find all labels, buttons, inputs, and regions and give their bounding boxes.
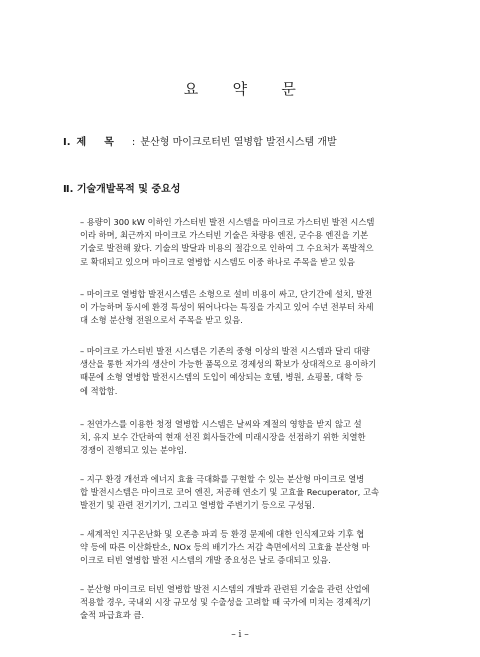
paragraph-line: – 분산형 마이크로 터빈 열병합 발전 시스템의 개발과 관련된 기술을 관련 산업에 <box>80 584 370 594</box>
paragraph-line: 술적 파급효과 큼. <box>80 610 145 621</box>
section-number: Ⅰ. <box>63 137 71 148</box>
paragraph-line: 이크로 터빈 열병합 발전 시스템의 개발 중요성은 날로 증대되고 있음. <box>80 555 331 566</box>
paragraph-line: 약 등에 따른 이산화탄소, NOx 등의 배기가스 저감 측면에서의 고효율 분산형 마 <box>80 542 370 553</box>
paragraph-line: 발전기 및 관련 전기기기, 그리고 열병합 주변기기 등으로 구성됨. <box>80 500 315 511</box>
title-char: 요 <box>183 80 199 98</box>
section-heading: Ⅱ. 기술개발목적 및 중요성 <box>63 184 181 195</box>
paragraph-7 <box>80 583 423 623</box>
paragraph-2 <box>80 288 423 328</box>
paragraph-line: 때문에 소형 열병합 발전시스템의 도입이 예상되는 호텔, 병원, 쇼핑몰, 대학 등 <box>80 372 363 383</box>
title-char: 문 <box>281 80 297 98</box>
paragraph-line: 에 적합함. <box>80 385 118 396</box>
section-title-line <box>63 133 337 148</box>
project-title: 분산형 마이크로터빈 열병합 발전시스템 개발 <box>140 137 337 148</box>
paragraph-line: 이라 하며, 최근까지 마이크로 가스터빈 기술은 차량용 엔진, 군수용 엔진을 기본 <box>80 230 369 241</box>
paragraph-line: 기술로 발전해 왔다. 기술의 발달과 비용의 절감으로 인하여 그 수요처가 폭발적으 <box>80 243 374 254</box>
paragraph-line: – 마이크로 가스터빈 발전 시스템은 기존의 중형 이상의 발전 시스템과 달리 대량 <box>80 346 370 356</box>
paragraph-4 <box>80 418 423 458</box>
paragraph-line: – 천연가스를 이용한 청정 열병합 시스템은 날씨와 계절의 영향을 받지 않고 설 <box>80 419 362 429</box>
title-char: 약 <box>232 80 248 98</box>
paragraph-3 <box>80 345 423 398</box>
paragraph-line: 로 확대되고 있으며 마이크로 열병합 시스템도 이중 하나로 주목을 받고 있음 <box>80 256 355 267</box>
paragraph-line: – 용량이 300 kW 이하인 가스터빈 발전 시스템을 마이크로 가스터빈 발전 시스템 <box>80 217 375 227</box>
paragraph-line: 대 소형 분산형 전원으로서 주목을 받고 있음. <box>80 315 243 326</box>
section-label: 제목 <box>76 137 132 148</box>
page-number: – i – <box>231 630 249 640</box>
paragraph-5 <box>80 473 423 513</box>
paragraph-line: – 마이크로 열병합 발전시스템은 소형으로 설비 비용이 싸고, 단기간에 설치, 발전 <box>80 289 373 299</box>
paragraph-line: 경쟁이 진행되고 있는 분야임. <box>80 445 187 456</box>
paragraph-6 <box>80 528 423 568</box>
paragraph-line: 적용할 경우, 국내외 시장 규모성 및 수출성을 고려할 때 국가에 미치는 경제적/기 <box>80 597 371 608</box>
section-colon: : <box>131 137 136 148</box>
paragraph-line: 생산을 통한 저가의 생산이 가능한 품목으로 경제성의 확보가 상대적으로 용이하기 <box>80 359 377 370</box>
paragraph-line: 이 가능하며 동시에 환경 특성이 뛰어나다는 특징을 가지고 있어 수년 전부터 차세 <box>80 302 374 313</box>
paragraph-line: 치, 유지 보수 간단하여 현재 선진 회사들간에 미래시장을 선점하기 위한 치열한 <box>80 432 366 443</box>
paragraph-line: – 세계적인 지구온난화 및 오존층 파괴 등 환경 문제에 대한 인식제고와 기후 협 <box>80 529 365 539</box>
paragraph-line: 합 발전시스템은 마이크로 코어 엔진, 저공해 연소기 및 고효율 Recuperator, 고속 <box>80 487 379 498</box>
paragraph-line: – 지구 환경 개선과 에너지 효율 극대화를 구현할 수 있는 분산형 마이크로 열병 <box>80 474 365 484</box>
document-title <box>0 78 480 99</box>
paragraph-1 <box>80 216 423 269</box>
